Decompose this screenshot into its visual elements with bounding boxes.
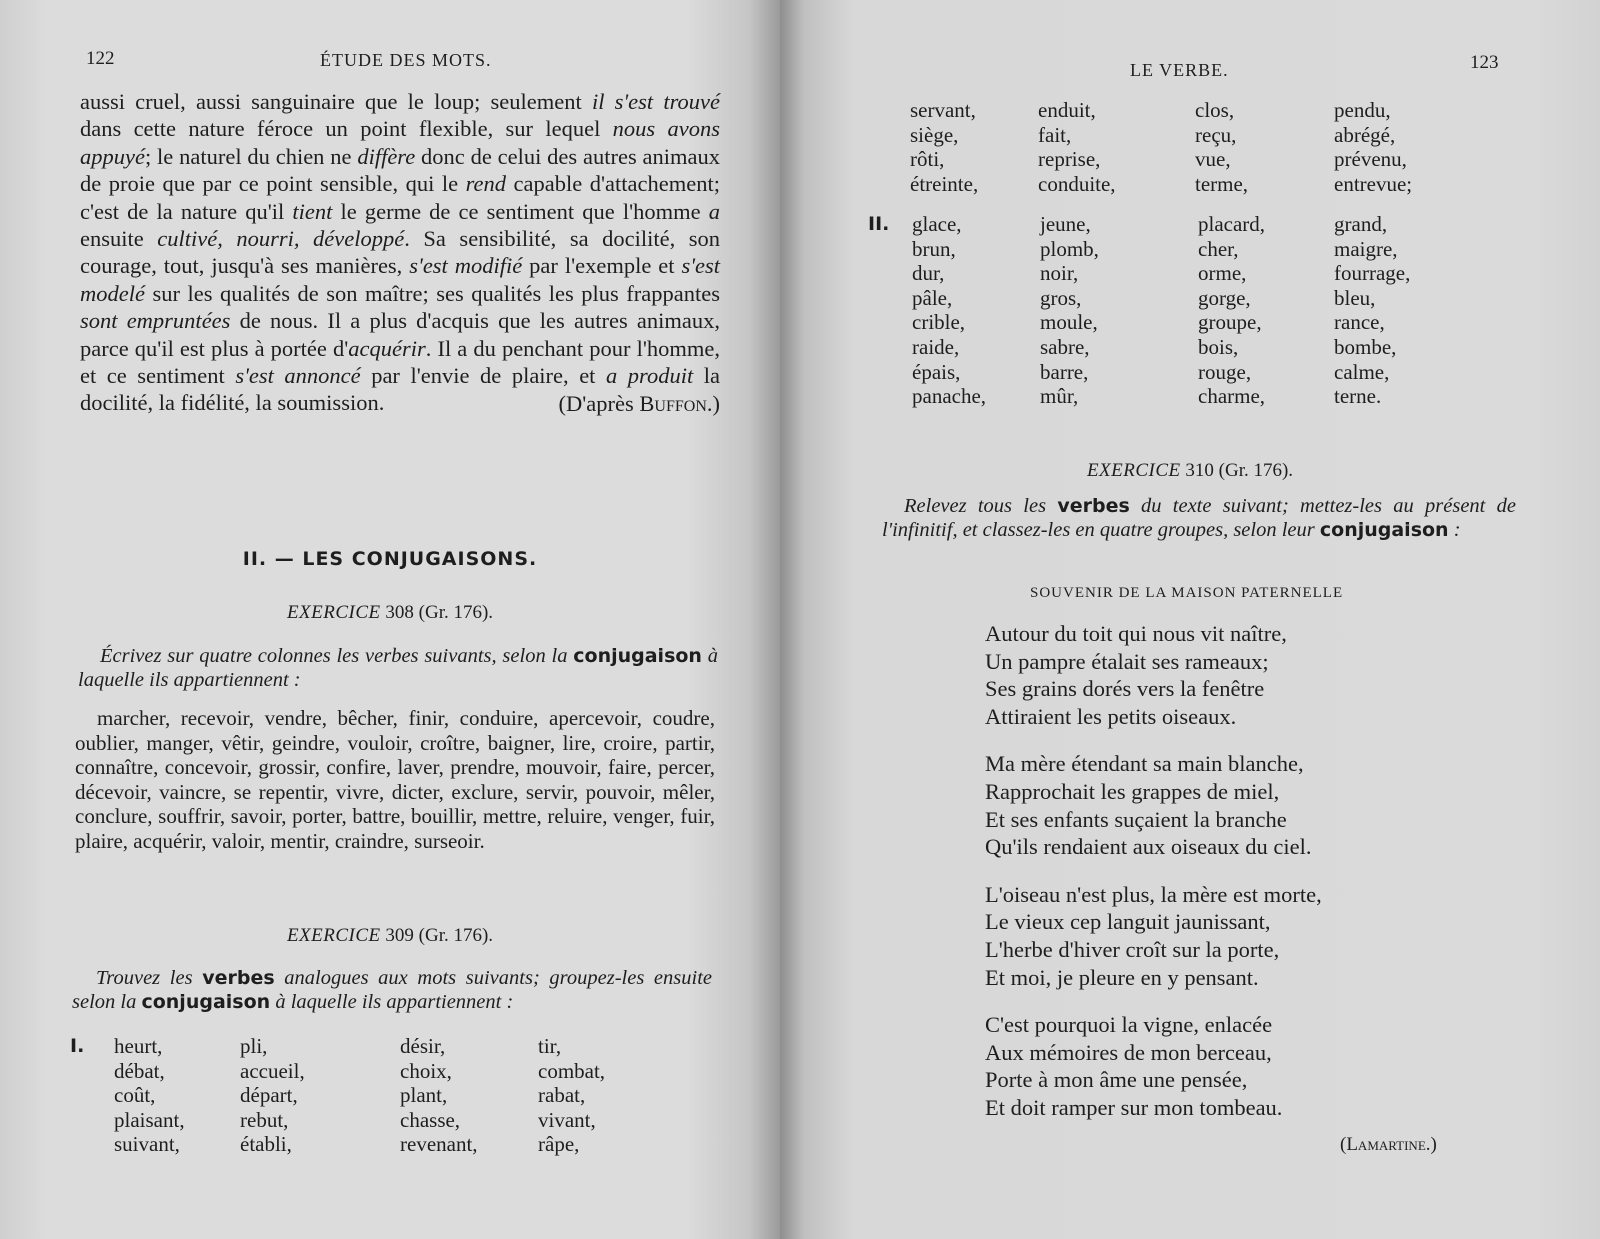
word-item: moule,	[1040, 310, 1098, 335]
instr-308-b: conjugaison	[573, 645, 702, 667]
word-item: râpe,	[538, 1132, 580, 1157]
word-item: combat,	[538, 1058, 606, 1083]
poem-line: Le vieux cep languit jaunissant,	[985, 909, 1271, 935]
passage-segment: s'est annoncé	[235, 363, 361, 389]
poem-credit-suffix: .)	[1425, 1134, 1437, 1155]
word-item: choix,	[400, 1058, 452, 1083]
poem	[985, 620, 1322, 1142]
poem-line: Qu'ils rendaient aux oiseaux du ciel.	[985, 834, 1312, 860]
credit-suffix: .)	[706, 390, 720, 416]
word-item: pâle,	[912, 285, 953, 310]
word-item: groupe,	[1198, 310, 1262, 335]
word-item: entrevue;	[1334, 171, 1413, 196]
passage-segment: capable d'attachement; c'est de la nature qu'il	[80, 171, 720, 224]
group-2-label: II.	[868, 213, 890, 235]
poem-line: Et moi, je pleure en y pensant.	[985, 964, 1259, 990]
passage-segment: par l'envie de plaire, et	[360, 363, 606, 389]
word-item: crible,	[912, 310, 966, 335]
poem-title: SOUVENIR DE LA MAISON PATERNELLE	[1030, 585, 1344, 601]
word-item: coût,	[114, 1083, 156, 1108]
exercise-308-label: EXERCICE	[286, 602, 381, 623]
word-item: panache,	[912, 384, 987, 409]
group-2-col-4	[1334, 212, 1410, 409]
instr-308-a: Écrivez sur quatre colonnes les verbes suivants, selon la	[100, 645, 574, 667]
cont-col-2	[1038, 98, 1116, 196]
word-item: débat,	[114, 1058, 165, 1083]
passage-segment: le germe de ce sentiment que l'homme	[332, 198, 709, 224]
cont-col-4	[1334, 98, 1412, 196]
poem-credit	[1340, 1134, 1437, 1156]
group-1-label: I.	[70, 1035, 85, 1057]
exercise-309-title	[0, 925, 780, 947]
credit-author: Buffon	[639, 390, 707, 416]
word-item: barre,	[1040, 359, 1089, 384]
running-head-right: LE VERBE.	[1130, 60, 1229, 80]
word-item: dur,	[912, 261, 945, 286]
instr-309-b: verbes	[202, 967, 275, 989]
running-head-left: ÉTUDE DES MOTS.	[320, 50, 492, 70]
exercise-309-instruction	[72, 966, 712, 1014]
passage-segment: par l'exemple et	[522, 253, 682, 279]
word-item: rance,	[1334, 310, 1385, 335]
word-item: rouge,	[1198, 359, 1252, 384]
poem-stanza	[985, 881, 1322, 991]
word-item: gros,	[1040, 285, 1082, 310]
grid-309-col-1	[114, 1034, 185, 1157]
passage-segment: a	[708, 198, 720, 224]
poem-line: Et ses enfants suçaient la branche	[985, 806, 1287, 832]
group-2-grid	[868, 212, 1528, 412]
page-number-right: 123	[1470, 52, 1499, 73]
poem-stanza	[985, 620, 1322, 730]
word-item: rabat,	[538, 1083, 586, 1108]
word-item: servant,	[910, 98, 976, 122]
word-item: siège,	[910, 122, 959, 147]
word-item: brun,	[912, 236, 956, 261]
passage-segment: acquérir	[348, 335, 426, 361]
word-item: jeune,	[1040, 212, 1091, 236]
word-item: plaisant,	[114, 1107, 185, 1132]
word-item: terme,	[1195, 171, 1249, 196]
exercise-310-label: EXERCICE	[1086, 460, 1181, 481]
word-item: rebut,	[240, 1107, 289, 1132]
passage-segment: a produit	[605, 363, 694, 389]
word-item: noir,	[1040, 261, 1079, 286]
passage-segment: ensuite	[80, 226, 158, 252]
passage-segment: s'est modifié	[409, 253, 523, 279]
word-item: vue,	[1195, 147, 1231, 172]
word-item: sabre,	[1040, 334, 1090, 359]
word-item: chasse,	[400, 1107, 461, 1132]
group-2-col-3	[1198, 212, 1265, 409]
word-item: bois,	[1198, 334, 1239, 359]
exercise-308-number: 308 (Gr. 176).	[385, 602, 494, 623]
word-item: grand,	[1334, 212, 1388, 236]
exercise-308-title	[0, 602, 780, 624]
poem-line: C'est pourquoi la vigne, enlacée	[985, 1012, 1273, 1038]
word-item: accueil,	[240, 1058, 305, 1083]
passage-segment: donc de celui des autres animaux de proie que par ce point sensible, qui le	[80, 143, 721, 197]
exercise-309-grid	[70, 1034, 710, 1164]
poem-line: Rapprochait les grappes de miel,	[985, 778, 1280, 804]
word-item: départ,	[240, 1083, 298, 1108]
poem-line: Aux mémoires de mon berceau,	[985, 1039, 1272, 1065]
instr-310-c: du texte suivant; mettez-les au présent de l'infinitif, et classez-les en quatre groupes, selon leur	[882, 495, 1516, 541]
word-item: fait,	[1038, 122, 1072, 147]
passage	[80, 88, 720, 417]
instr-309-c: analogues aux mots suivants; groupez-les ensuite selon la	[72, 967, 712, 1013]
exercise-309-number: 309 (Gr. 176).	[385, 925, 494, 946]
word-item: établi,	[240, 1132, 292, 1157]
word-item: vivant,	[538, 1107, 596, 1132]
word-item: revenant,	[400, 1132, 478, 1157]
passage-segment: de nous. Il a plus d'acquis que les autres animaux, parce qu'il est plus à portée d'	[80, 308, 720, 361]
exercise-310-title	[1030, 460, 1350, 482]
passage-segment: dans cette nature féroce un point flexible, sur lequel	[80, 116, 613, 142]
group-2-col-1	[912, 212, 986, 409]
exercise-310-instruction	[882, 494, 1516, 542]
word-item: reçu,	[1195, 122, 1237, 147]
word-item: prévenu,	[1334, 147, 1407, 172]
poem-line: Attiraient les petits oiseaux.	[985, 703, 1237, 729]
passage-segment: cultivé, nourri, développé	[157, 226, 405, 252]
word-item: clos,	[1195, 98, 1235, 122]
exercise-310-number: 310 (Gr. 176).	[1185, 460, 1294, 481]
passage-segment: . Sa sensibilité, sa docilité, son courage, tout, jusqu'à ses manières,	[80, 226, 720, 279]
passage-segment: diffère	[357, 143, 416, 169]
grid-309-col-3	[400, 1034, 478, 1157]
word-item: tir,	[538, 1034, 562, 1058]
word-item: pendu,	[1334, 98, 1391, 122]
word-item: épais,	[912, 359, 961, 384]
instr-308-c: à laquelle ils appartiennent :	[78, 645, 719, 691]
word-item: raide,	[912, 334, 960, 359]
poem-line: Porte à mon âme une pensée,	[985, 1067, 1248, 1093]
word-item: suivant,	[114, 1132, 180, 1157]
word-item: abrégé,	[1334, 122, 1396, 147]
word-item: enduit,	[1038, 98, 1096, 122]
exercise-308-verbs: marcher, recevoir, vendre, bêcher, finir, conduire, apercevoir, coudre, oublier, manger, vêtir, geindre, vouloir, croître, baigner, lire, croire, partir, connaître, concevoir, grossir, confire, laver, prendre, mouvoir, faire, percer, décevoir, vaincre, se repentir, vivre, dicter, exclure, servir, pouvoir, mêler, conclure, souffrir, savoir, porter, battre, bouillir, mettre, reluire, venger, fuir, plaire, acquérir, valoir, mentir, craindre, surseoir.	[75, 706, 715, 853]
word-item: pli,	[240, 1034, 268, 1058]
exercise-308-instruction	[78, 644, 718, 692]
instr-310-d: conjugaison	[1319, 519, 1449, 541]
poem-credit-prefix: (	[1340, 1134, 1347, 1155]
cont-col-1	[910, 98, 978, 196]
passage-segment: s'est modelé	[80, 253, 720, 306]
instr-309-e: à laquelle ils appartiennent :	[270, 991, 514, 1013]
passage-segment: ; le naturel du chien ne	[144, 143, 358, 169]
word-item: heurt,	[114, 1034, 163, 1058]
word-item: glace,	[912, 212, 962, 236]
grid-309-col-4	[538, 1034, 605, 1157]
word-item: fourrage,	[1334, 261, 1411, 286]
poem-credit-author: Lamartine	[1346, 1134, 1426, 1155]
instr-309-d: conjugaison	[141, 991, 271, 1013]
passage-segment: sont empruntées	[80, 308, 231, 334]
passage-segment: rend	[465, 171, 507, 197]
exercise-309-label: EXERCICE	[286, 925, 381, 946]
instr-310-a: Relevez tous les	[904, 495, 1058, 517]
left-page	[0, 0, 780, 1239]
poem-line: Et doit ramper sur mon tombeau.	[985, 1094, 1283, 1120]
word-item: charme,	[1198, 384, 1266, 409]
instr-310-e: :	[1448, 519, 1461, 541]
word-item: rôti,	[910, 147, 945, 172]
page-number-left: 122	[86, 48, 115, 69]
word-item: plant,	[400, 1083, 448, 1108]
group-2-col-2	[1040, 212, 1099, 409]
cont-col-3	[1195, 98, 1248, 196]
word-item: placard,	[1198, 212, 1266, 236]
poem-line: L'oiseau n'est plus, la mère est morte,	[985, 881, 1322, 907]
word-item: étreinte,	[910, 171, 979, 196]
word-item: plomb,	[1040, 236, 1099, 261]
instr-309-a: Trouvez les	[96, 967, 203, 989]
poem-stanza	[985, 1011, 1322, 1121]
passage-segment: la docilité, la fidélité, la soumission.	[80, 363, 720, 416]
word-item: conduite,	[1038, 171, 1116, 196]
poem-line: L'herbe d'hiver croît sur la porte,	[985, 936, 1280, 962]
poem-line: Autour du toit qui nous vit naître,	[985, 621, 1287, 646]
word-item: terne.	[1334, 384, 1382, 409]
passage-segment: nous avons appuyé	[80, 116, 720, 169]
credit-prefix: (D'après	[558, 390, 640, 416]
word-item: reprise,	[1038, 147, 1101, 172]
word-item: gorge,	[1198, 285, 1251, 310]
word-item: calme,	[1334, 359, 1390, 384]
passage-segment: il s'est trouvé	[591, 89, 721, 114]
instr-310-b: verbes	[1057, 495, 1130, 517]
word-item: bleu,	[1334, 285, 1376, 310]
grid-309-col-2	[240, 1034, 305, 1157]
poem-line: Ma mère étendant sa main blanche,	[985, 751, 1304, 777]
poem-stanza	[985, 750, 1322, 860]
section-title: II. — LES CONJUGAISONS.	[242, 548, 538, 570]
word-item: maigre,	[1334, 236, 1398, 261]
passage-segment: . Il a du penchant pour l'homme, et ce sentiment	[80, 335, 720, 389]
passage-text	[80, 89, 720, 415]
passage-segment: aussi cruel, aussi sanguinaire que le loup; seulement	[80, 89, 592, 114]
continued-grid	[910, 98, 1530, 198]
word-item: orme,	[1198, 261, 1247, 286]
poem-line: Ses grains dorés vers la fenêtre	[985, 676, 1265, 702]
passage-segment: tient	[292, 198, 333, 224]
passage-segment: sur les qualités de son maître; ses qualités les plus frappantes	[144, 280, 720, 306]
word-item: cher,	[1198, 236, 1239, 261]
word-item: désir,	[400, 1034, 446, 1058]
word-item: mûr,	[1040, 384, 1079, 409]
word-item: bombe,	[1334, 334, 1397, 359]
poem-line: Un pampre étalait ses rameaux;	[985, 648, 1269, 674]
